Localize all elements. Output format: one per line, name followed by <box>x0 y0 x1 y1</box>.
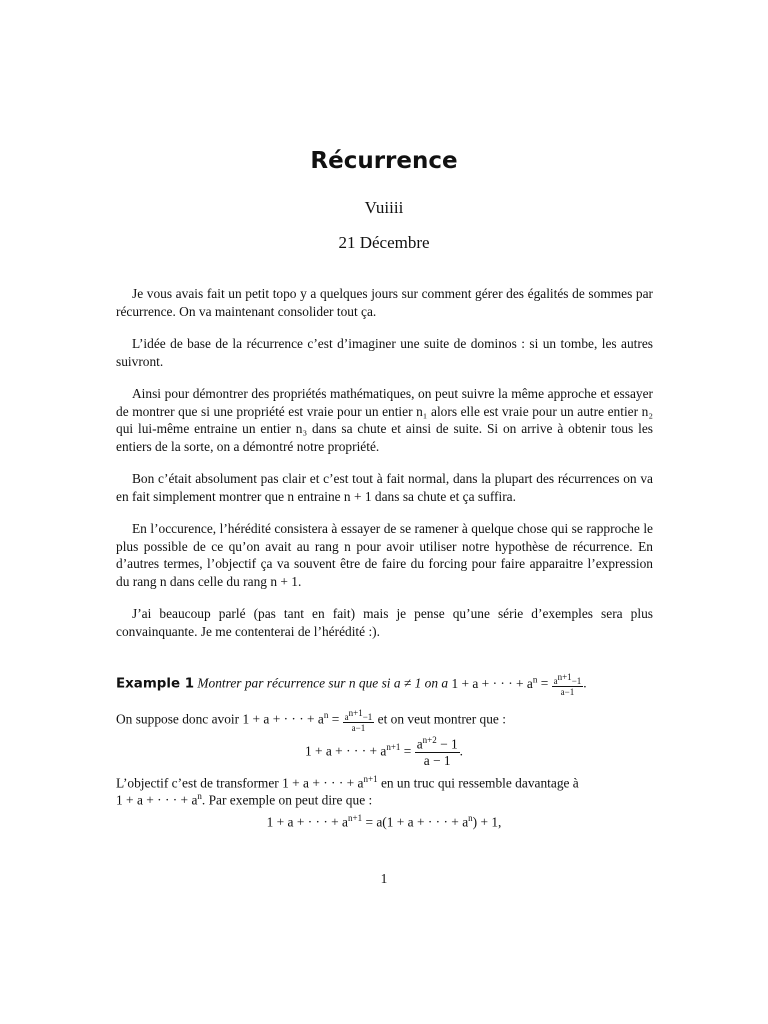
page-number: 1 <box>380 871 388 886</box>
objective-line-2: 1 + a + · · · + $a^n$. Par exemple on peut dire que : <box>116 791 373 808</box>
goal-equation: 1 + a + · · · + $a^{n+1}$ = $\frac{a^{n+2} - 1}{a - 1}$ . <box>304 735 464 769</box>
paragraph-2: L’idée de base de la récurrence c’est d’imaginer une suite de dominos : si un tombe, les autres suivront. <box>116 336 653 369</box>
paragraph-6: J’ai beaucoup parlé (pas tant en fait) mais je pense qu’une série d’exemples sera plus convainquante. Je me contenterai de l’hérédité :). <box>116 606 653 639</box>
paragraph-1: Je vous avais fait un petit topo y a quelques jours sur comment gérer des égalités de sommes par récurrence. On va maintenant consolider tout ça. <box>116 286 653 319</box>
paragraph-3: Ainsi pour démontrer des propriétés mathématiques, on peut suivre la même approche et essayer de montrer que si une propriété est vraie pour un entier n₁ alors elle est vraie pour un autre entier n₂ qui lui-même entraine un entier n₃ dans sa chute et ainsi de suite. Si on arrive à obtenir tous les entiers de la sorte, on a démontré notre propriété. <box>116 386 653 454</box>
document-author: Vuiiii <box>364 198 404 217</box>
objective-line: L’objectif c’est de transformer 1 + a + · · · + $a^{n+1}$ en un truc qui ressemble davantage à <box>116 774 579 791</box>
paragraph-4: Bon c’était absolument pas clair et c’est tout à fait normal, dans la plupart des récurrences on va en fait simplement montrer que n entraine n + 1 dans sa chute et ça suffira. <box>116 471 653 504</box>
suppose-fraction: $\frac{a^{n+1}-1}{a-1}$ <box>344 708 373 733</box>
document-title: Récurrence <box>310 148 458 174</box>
example-lhs: 1 + a + · · · + $a^n$ <box>451 674 538 691</box>
document-date: 21 Décembre <box>338 233 430 252</box>
example-statement: Example 1 Montrer par récurrence sur n que si a ≠ 1 on a 1 + a + · · · + $a^n$ = $\frac{a^{n+1}-1}{a-1}$ . <box>116 672 587 697</box>
example-label: Example 1 <box>116 676 195 692</box>
goal-fraction: $\frac{a^{n+2} - 1}{a - 1}$ <box>416 735 458 769</box>
example-text: Montrer par récurrence sur n que si a ≠ 1 on a <box>197 675 449 691</box>
example-fraction: $\frac{a^{n+1}-1}{a-1}$ <box>553 672 582 697</box>
final-equation: 1 + a + · · · + $a^{n+1} = a(1 + a$ + · · · + $a^n) + 1$, <box>266 813 502 830</box>
suppose-line: On suppose donc avoir 1 + a + · · · + $a^n$ = $\frac{a^{n+1}-1}{a-1}$ et on veut montrer que : <box>116 708 506 733</box>
document-body <box>116 285 653 640</box>
paragraph-5: En l’occurence, l’hérédité consistera à essayer de se ramener à quelque chose qui se rapproche le plus possible de ce qu’on avait au rang n pour avoir utiliser notre hypothèse de récurrence. En d’autres termes, l’objectif ça va souvent être de faire du forcing pour faire apparaitre l’expression du rang n dans celle du rang n + 1. <box>116 521 653 589</box>
